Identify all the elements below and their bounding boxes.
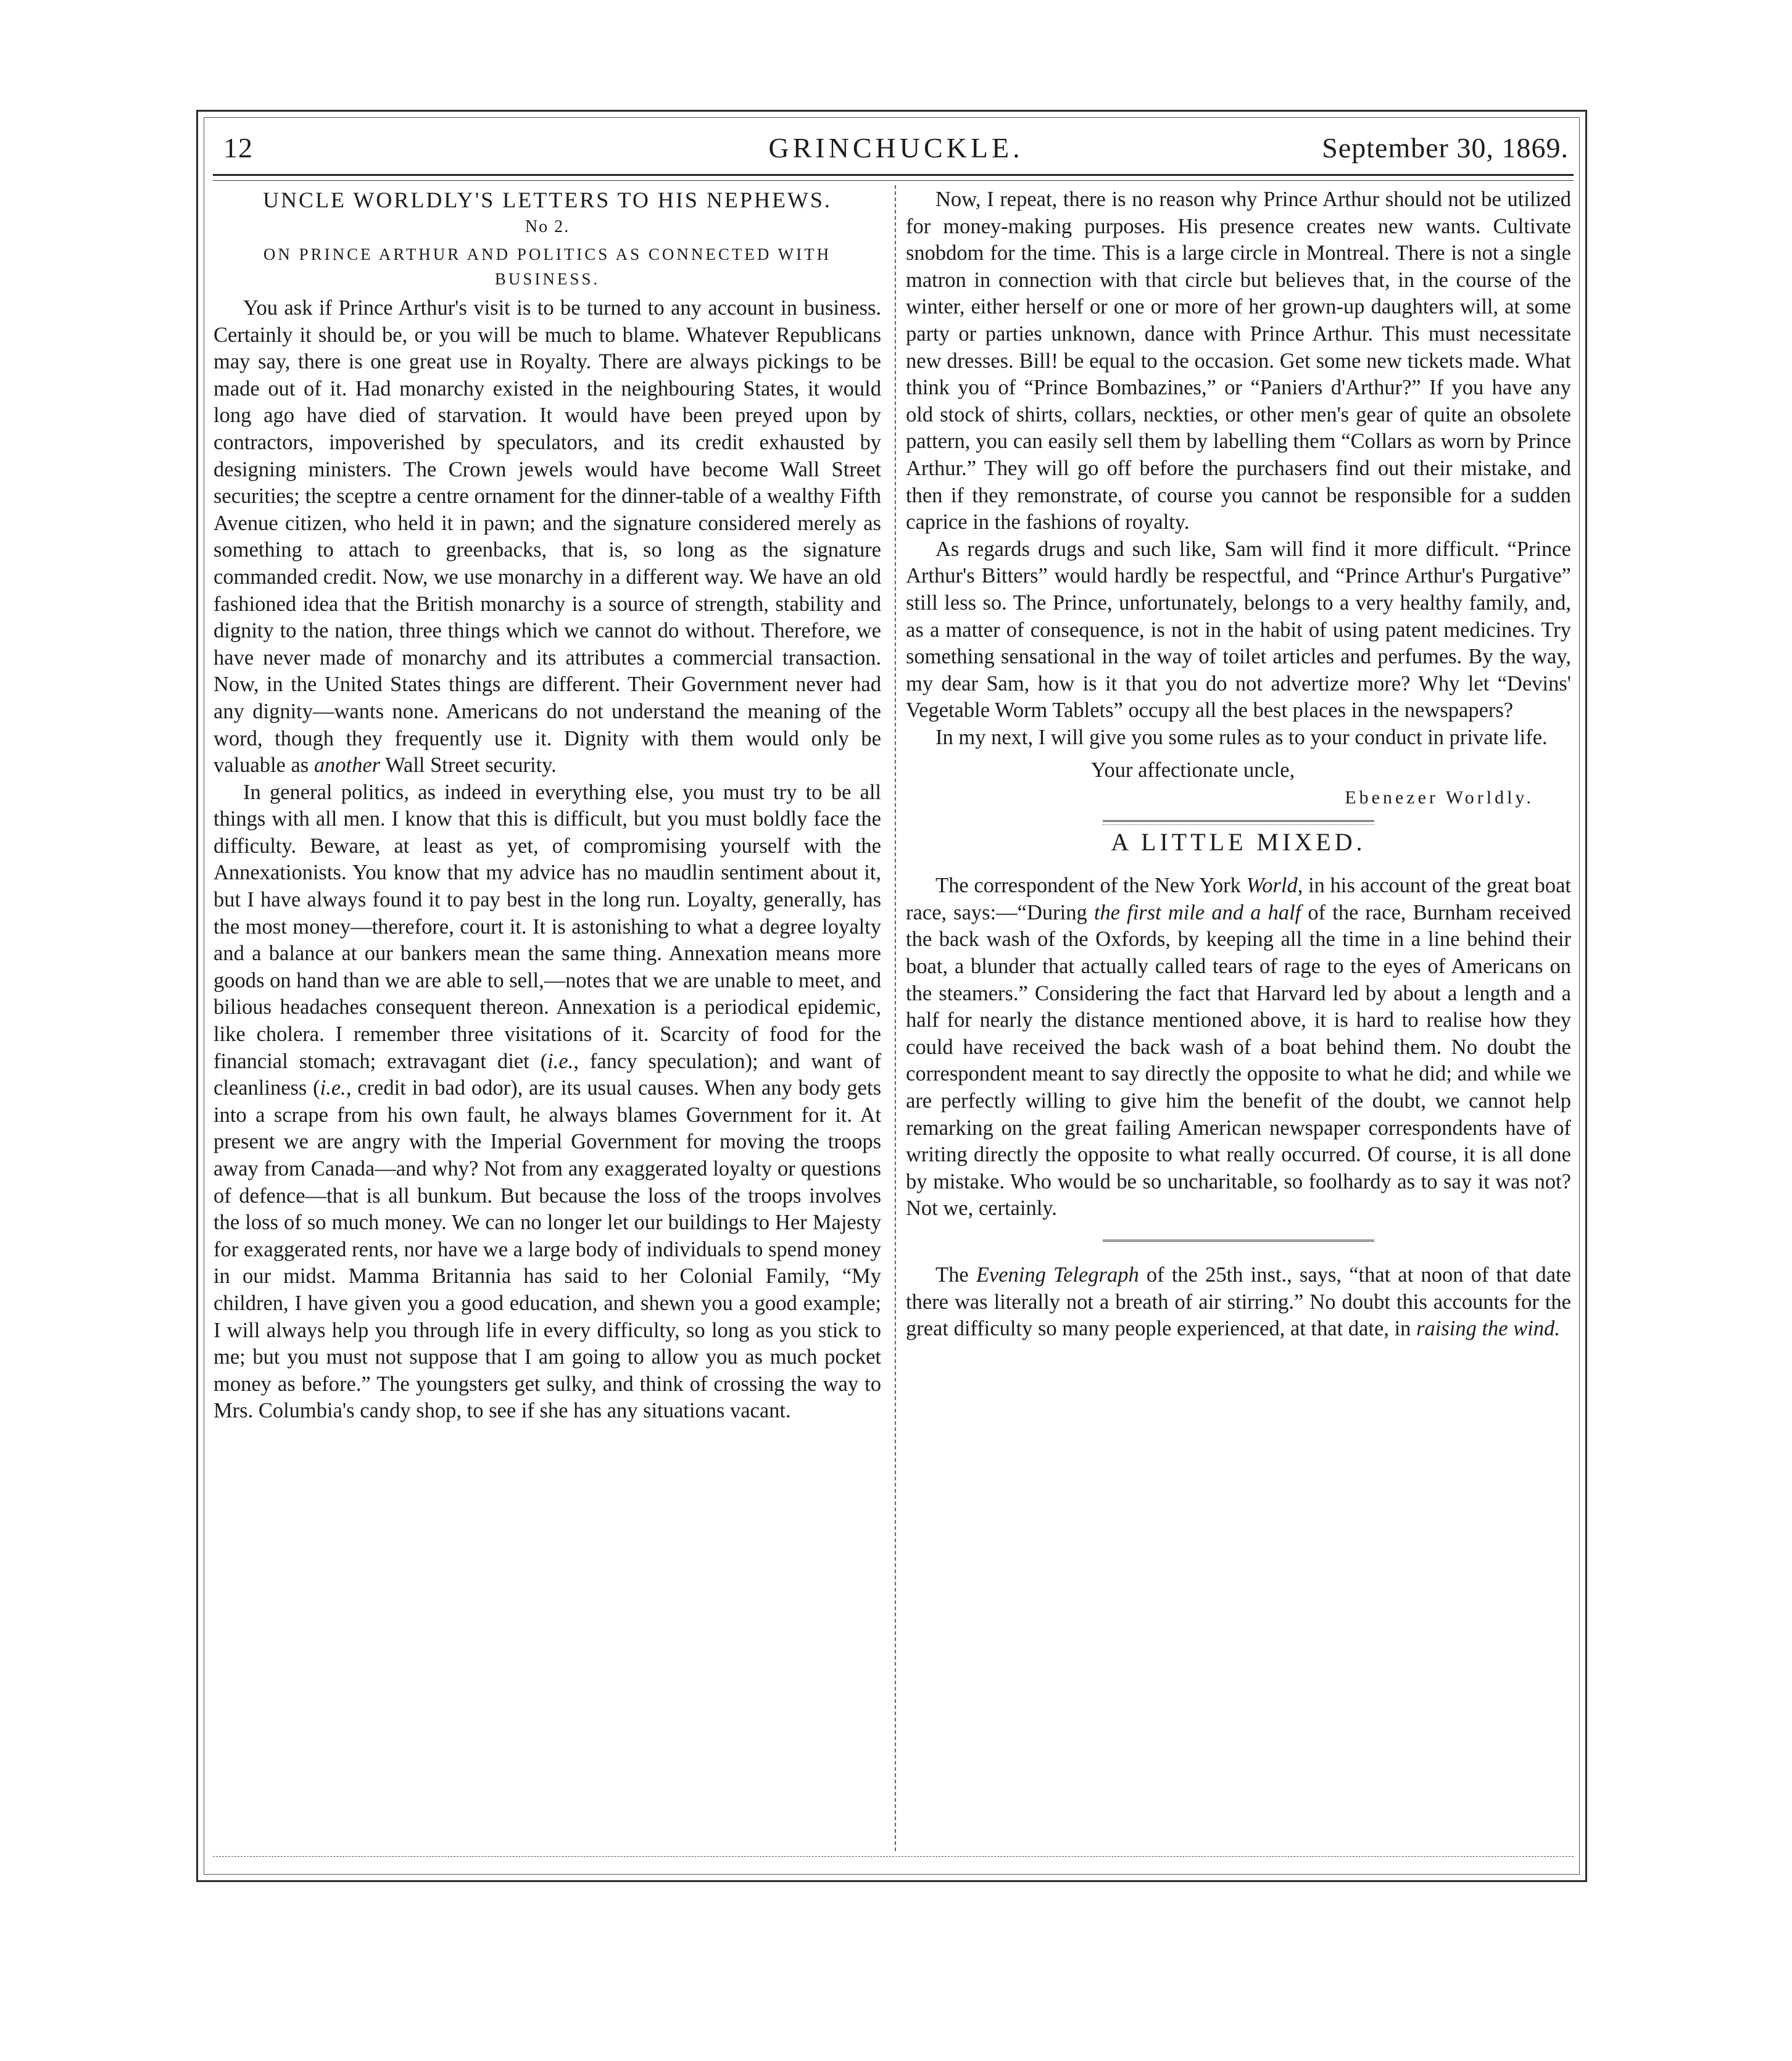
letter-paragraph-3: Now, I repeat, there is no reason why Prince Arthur should not be utilized for money-making purposes. His presence creates new wants. Cultivate snobdom for the time. This is a large circle in Montreal. There is not a single matron in connection with that circle but believes that, in the course of the winter, either herself or one or more of her grown-up daughters will, at some party or parties unknown, dance with Prince Arthur. This must necessitate new dresses. Bill! be equal to the occasion. Get some new tickets made. What think you of “Prince Bombazines,” or “Paniers d'Arthur?” If you have any old stock of shirts, collars, neckties, or other men's gear of quite an obsolete pattern, you can easily sell them by labelling them “Collars as worn by Prince Arthur.” They will go off before the purchasers find out their mistake, and then if they remonstrate, of course you cannot be responsible for a sudden caprice in the fashions of royalty. [906, 188, 1571, 534]
page-number: 12 [223, 132, 253, 164]
column-left [214, 186, 881, 1425]
header-rule-thin [213, 180, 1574, 181]
letter-subtitle: ON PRINCE ARTHUR AND POLITICS AS CONNECTED WITH BUSINESS. [263, 245, 832, 288]
column-right [906, 186, 1571, 1343]
letter-paragraph-1: You ask if Prince Arthur's visit is to be turned to any account in business. Certainly it should be, or you will be much to blame. Whatever Republicans may say, there is one great use in Royalty. There are always pickings to be made out of it. Had monarchy existed in the neighbouring States, it would long ago have died of starvation. It would have been preyed upon by contractors, impoverished by speculators, and its credit exhausted by designing ministers. The Crown jewels would have become Wall Street securities; the sceptre a centre ornament for the dinner-table of a wealthy Fifth Avenue citizen, who held it in pawn; and the signature considered merely as something to attach to greenbacks, that is, so long as the signature commanded credit. Now, we use monarchy in a different way. We have an old fashioned idea that the British monarchy is a source of strength, stability and dignity to the nation, three things which we cannot do without. Therefore, we have never made of monarchy and its attributes a commercial transaction. Now, in the United States things are different. Their Government never had any dignity—wants none. Americans do not understand the meaning of the word, though they frequently use it. Dignity with them would only be valuable as another Wall Street security. [214, 296, 881, 778]
mixed-paragraph: The correspondent of the New York World, in his account of the great boat race, says:—“During the first mile and a half of the race, Burnham received the back wash of the Oxfords, by keeping all the time in a line behind their boat, a blunder that actually called tears of rage to the eyes of Americans on the steamers.” Considering the fact that Harvard led by about a length and a half for nearly the distance mentioned above, it is hard to realise how they could have received the back wash of a boat behind them. No doubt the correspondent meant to say directly the opposite to what he did; and while we are perfectly willing to give him the benefit of the doubt, we cannot help remarking on the great failing American newspaper correspondents have of writing directly the opposite to what really occurred. Of course, it is all done by mistake. Who would be so uncharitable, so foolhardy as to say it was not? Not we, certainly. [906, 874, 1572, 1221]
issue-date: September 30, 1869. [1322, 132, 1569, 164]
letter-signoff: Your affectionate uncle, [1091, 758, 1295, 782]
letter-paragraph-4: As regards drugs and such like, Sam will find it more difficult. “Prince Arthur's Bitters” would hardly be respectful, and “Prince Arthur's Purgative” still less so. The Prince, unfortunately, belongs to a very healthy family, and, as a matter of consequence, is not in the habit of using patent medicines. Try something sensational in the way of toilet articles and perfumes. By the way, my dear Sam, how is it that you do not advertize more? Why let “Devins' Vegetable Worm Tablets” occupy all the best places in the newspapers? [906, 537, 1571, 723]
letter-paragraph-2: In general politics, as indeed in everything else, you must try to be all things with all men. I know that this is difficult, but you must boldly face the difficulty. Beware, at least as yet, of compromising yourself with the Annexationists. You know that my advice has no maudlin sentiment about it, but I have always found it to pay best in the long run. Loyalty, generally, has the most money—therefore, court it. It is astonishing to what a degree loyalty and a balance at our bankers mean the same thing. Annexation means more goods on hand than we are able to sell,—notes that we are unable to meet, and bilious headaches consequent thereon. Annexation is a periodical epidemic, like cholera. I remember three visitations of it. Scarcity of food for the financial stomach; extravagant diet (i.e., fancy speculation); and want of cleanliness (i.e., credit in bad odor), are its usual causes. When any body gets into a scrape from his own fault, he always blames Government for it. At present we are angry with the Imperial Government for moving the troops away from Canada—and why? Not from any exaggerated loyalty or questions of defence—that is all bunkum. But because the loss of the troops involves the loss of so much money. We can no longer let our buildings to Her Majesty for exaggerated rents, nor have we a large body of individuals to spend money in our midst. Mamma Britannia has said to her Colonial Family, “My children, I have given you a good education, and shewn you a good example; I will always help you through life in every difficulty, so long as you stick to me; but you must not suppose that I am going to allow you as much pocket money as before.” The youngsters get sulky, and think of crossing the way to Mrs. Columbia's candy shop, to see if she has any situations vacant. [214, 780, 881, 1423]
letter-number: No 2. [525, 217, 570, 236]
article-divider [1103, 820, 1374, 825]
telegraph-paragraph: The Evening Telegraph of the 25th inst., says, “that at noon of that date there was literally not a breath of air stirring.” No doubt this accounts for the great difficulty so many people experienced, at that date, in raising the wind. [906, 1263, 1571, 1341]
letter-signature: Ebenezer Worldly. [1345, 787, 1534, 808]
column-divider [895, 185, 896, 1851]
bottom-rule [213, 1856, 1574, 1857]
mixed-title: A LITTLE MIXED. [1111, 827, 1366, 856]
page-header [223, 130, 1569, 167]
article-divider-2 [1103, 1240, 1374, 1243]
letter-paragraph-5: In my next, I will give you some rules as to your conduct in private life. [935, 725, 1548, 749]
masthead: GRINCHUCKLE. [768, 132, 1024, 164]
letter-title: UNCLE WORLDLY'S LETTERS TO HIS NEPHEWS. [263, 188, 832, 212]
header-rule [213, 174, 1574, 176]
